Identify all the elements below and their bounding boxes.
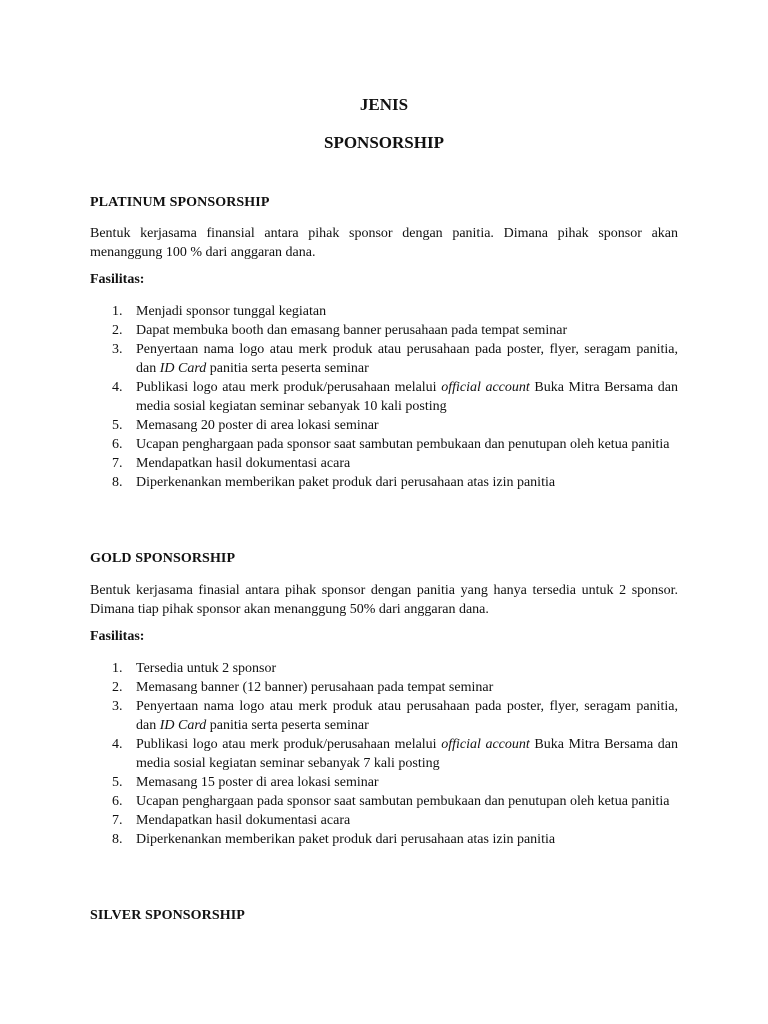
list-item-number: 7. — [112, 813, 123, 828]
list-item — [90, 659, 678, 678]
list-item-number: 2. — [112, 323, 123, 338]
list-item-number: 5. — [112, 775, 123, 790]
list-item — [90, 735, 678, 773]
emphasis-text: official account — [441, 737, 530, 752]
list-item-text: Tersedia untuk 2 sponsor — [136, 661, 277, 676]
list-item-text: Penyertaan nama logo atau merk produk atau perusahaan pada poster, flyer, seragam panitia, dan ID Card panitia serta peserta seminar — [136, 342, 678, 376]
section-heading-platinum: PLATINUM SPONSORSHIP — [90, 195, 270, 210]
facilities-label-gold: Fasilitas: — [90, 629, 145, 644]
list-item — [90, 792, 678, 811]
list-item-number: 4. — [112, 737, 123, 752]
document-title-line-1: JENIS — [359, 95, 409, 114]
list-item-number: 2. — [112, 680, 123, 695]
list-item-number: 1. — [112, 661, 123, 676]
list-item-text: Mendapatkan hasil dokumentasi acara — [136, 456, 351, 471]
list-item — [90, 697, 678, 735]
list-item — [90, 378, 678, 416]
list-item-text: Diperkenankan memberikan paket produk dari perusahaan atas izin panitia — [136, 475, 556, 490]
list-item — [90, 321, 678, 340]
list-item-text: Memasang banner (12 banner) perusahaan pada tempat seminar — [136, 680, 494, 695]
list-item-text: Memasang 15 poster di area lokasi seminar — [136, 775, 379, 790]
list-item-number: 6. — [112, 437, 123, 452]
section-heading-silver: SILVER SPONSORSHIP — [90, 908, 245, 923]
section-description-platinum: Bentuk kerjasama finansial antara pihak sponsor dengan panitia. Dimana pihak sponsor akan menanggung 100 % dari anggaran dana. — [90, 226, 678, 260]
list-item — [90, 435, 678, 454]
list-item — [90, 830, 678, 849]
list-item-number: 7. — [112, 456, 123, 471]
list-item — [90, 454, 678, 473]
list-item-text: Ucapan penghargaan pada sponsor saat sambutan pembukaan dan penutupan oleh ketua panitia — [136, 437, 670, 452]
emphasis-text: ID Card — [159, 361, 207, 376]
list-item-number: 8. — [112, 832, 123, 847]
list-item — [90, 773, 678, 792]
section-description-gold: Bentuk kerjasama finasial antara pihak sponsor dengan panitia yang hanya tersedia untuk 2 sponsor. Dimana tiap pihak sponsor akan menanggung 50% dari anggaran dana. — [90, 583, 678, 617]
facilities-label-platinum: Fasilitas: — [90, 272, 145, 287]
document-title-line-2: SPONSORSHIP — [324, 133, 444, 152]
list-item-text: Diperkenankan memberikan paket produk dari perusahaan atas izin panitia — [136, 832, 556, 847]
list-item — [90, 340, 678, 378]
section-heading-gold: GOLD SPONSORSHIP — [90, 551, 236, 566]
list-item-text: Menjadi sponsor tunggal kegiatan — [136, 304, 327, 319]
emphasis-text: official account — [441, 380, 530, 395]
list-item-number: 3. — [112, 699, 123, 714]
list-item — [90, 678, 678, 697]
list-item-number: 4. — [112, 380, 123, 395]
facilities-list-gold — [90, 659, 678, 849]
list-item — [90, 473, 678, 492]
list-item-number: 6. — [112, 794, 123, 809]
list-item-number: 1. — [112, 304, 123, 319]
list-item — [90, 416, 678, 435]
emphasis-text: ID Card — [159, 718, 207, 733]
list-item-number: 8. — [112, 475, 123, 490]
list-item-text: Dapat membuka booth dan emasang banner perusahaan pada tempat seminar — [136, 323, 568, 338]
facilities-list-platinum — [90, 302, 678, 492]
list-item-number: 5. — [112, 418, 123, 433]
list-item-text: Mendapatkan hasil dokumentasi acara — [136, 813, 351, 828]
list-item-text: Penyertaan nama logo atau merk produk atau perusahaan pada poster, flyer, seragam panitia, dan ID Card panitia serta peserta seminar — [136, 699, 678, 733]
list-item — [90, 811, 678, 830]
list-item-number: 3. — [112, 342, 123, 357]
list-item-text: Memasang 20 poster di area lokasi seminar — [136, 418, 379, 433]
list-item — [90, 302, 678, 321]
list-item-text: Publikasi logo atau merk produk/perusahaan melalui official account Buka Mitra Bersama dan media sosial kegiatan seminar sebanyak 10 kali posting — [136, 380, 679, 414]
list-item-text: Ucapan penghargaan pada sponsor saat sambutan pembukaan dan penutupan oleh ketua panitia — [136, 794, 670, 809]
list-item-text: Publikasi logo atau merk produk/perusahaan melalui official account Buka Mitra Bersama dan media sosial kegiatan seminar sebanyak 7 kali posting — [136, 737, 679, 771]
